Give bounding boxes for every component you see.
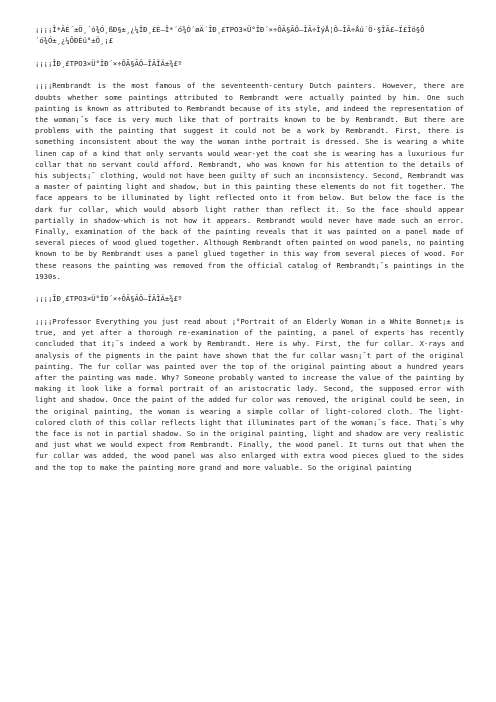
intro-paragraph: ¡¡¡¡Î*ÃÉ´±Ö¸´ó¾Ó¸ßÐ§±¸¿¼ÎÐ¸£È–Î*´ó¾Ó´øÄ´ÎÐ¸£TPO3×Ü°ÏÐ´×÷ÔÃ§ÃÔ–ÎÃ÷ÎýÅ¦Ô–ÎÃ÷Åú´Ö·§ÎÃ£–Ï£Îö§Ô´ó¾Ó±¸¿¼ÔÐÈü°±Ö¸¡£: [35, 25, 425, 46]
reading-passage: ¡¡¡¡Rembrandt is the most famous of the seventeenth-century Dutch painters. However, there are doubts whether some paintings attributed to Rembrandt were actually painted by him. One such painting is known as attributed to Rembrandt because of its style, and indeed the representation of the woman¡¯s face is very much like that of portraits known to be by Rembrandt. But there are problems with the painting that suggest it could not be a work by Rembrandt. First, there is something inconsistent about the way the woman inthe portrait is dressed. She is wearing a white linen cap of a kind that only servants would wear-yet the coat she is wearing has a luxurious fur collar that no servant could afford. Rembrandt, who was known for his attention to the details of his subjects¡¯ clothing, would not have been guilty of such an inconsistency. Second, Rembrandt was a master of painting light and shadow, but in this painting these elements do not fit together. The face appears to be illuminated by light reflected onto it from below. But below the face is the dark fur collar, which would absorb light rather than reflect it. So the face should appear partially in shadow-which is not how it appears. Rembrandt would never have made such an error. Finally, examination of the back of the painting reveals that it was painted on a panel made of several pieces of wood glued together. Although Rembrandt often painted on wood panels, no painting known to be by Rembrandt uses a panel glued together in this way from several pieces of wood. For these reasons the painting was removed from the official catalog of Rembrandt¡¯s paintings in the 1930s.: [35, 81, 464, 281]
document-body: [35, 24, 464, 473]
listening-heading: ¡¡¡¡ÎÐ¸£TPO3×Ü°ÏÐ´×÷ÔÃ§ÃÔ–ÎÃÎÄ±¾£º: [35, 294, 183, 304]
listening-transcript: ¡¡¡¡Professor Everything you just read about ¡°Portrait of an Elderly Woman in a White Bonnet¡± is true, and yet after a thorough re-examination of the painting, a panel of experts has recently concluded that it¡¯s indeed a work by Rembrandt. Here is why. First, the fur collar. X-rays and analysis of the pigments in the paint have shown that the fur collar wasn¡¯t part of the original painting. The fur collar was painted over the top of the original painting about a hundred years after the painting was made. Why? Someone probably wanted to increase the value of the painting by making it look like a formal portrait of an aristocratic lady. Second, the supposed error with light and shadow. Once the paint of the added fur color was removed, the original could be seen, in the original painting, the woman is wearing a simple collar of light-colored cloth. The light-colored cloth of this collar reflects light that illuminates part of the woman¡¯s face. That¡¯s why the face is not in partial shadow. So in the original painting, light and shadow are very realistic and just what we would expect from Rembrandt. Finally, the wood panel. It turns out that when the fur collar was added, the wood panel was also enlarged with extra wood pieces glued to the sides and the top to make the painting more grand and more valuable. So the original painting: [35, 317, 464, 472]
reading-heading: ¡¡¡¡ÎÐ¸£TPO3×Ü°ÏÐ´×÷ÔÃ§ÃÔ–ÎÃÎÄ±¾£º: [35, 58, 183, 68]
